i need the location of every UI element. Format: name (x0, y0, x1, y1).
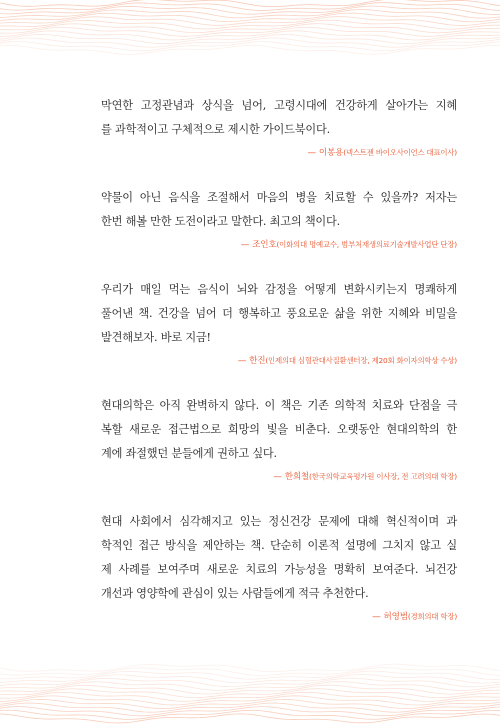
endorsements (101, 94, 457, 624)
endorsement (101, 94, 457, 160)
endorser-affiliation: (경희의대 학장) (407, 612, 457, 621)
text-line: 복할 새로운 접근법으로 희망의 빛을 비춘다. 오랫동안 현대의학의 한 (101, 423, 457, 436)
wave-line (0, 6, 500, 14)
endorser-affiliation: (넥스트젠 바이오사이언스 대표이사) (343, 148, 457, 157)
text-line: 를 과학적이고 구체적으로 제시한 가이드북이다. (101, 123, 330, 136)
endorser (101, 354, 457, 368)
endorsement-text (101, 510, 457, 606)
attribution-dash: — (273, 472, 282, 482)
text-line: 한번 해볼 만한 도전이라고 말한다. 최고의 책이다. (101, 215, 340, 228)
endorser (101, 470, 457, 484)
endorser-name: 조인호 (252, 240, 277, 250)
wave-line (0, 42, 500, 51)
decorative-wave-bottom (0, 662, 500, 724)
text-line: 발견해보자. 바로 지금! (101, 331, 211, 344)
endorser (101, 610, 457, 624)
endorser-affiliation: (한국의학교육평가원 이사장, 전 고려의대 학장) (309, 472, 457, 481)
endorsement-text (101, 278, 457, 350)
endorser (101, 146, 457, 160)
endorsement (101, 278, 457, 368)
attribution-dash: — (240, 240, 250, 250)
wave-line (0, 668, 500, 676)
endorsement (101, 394, 457, 484)
endorser-name: 이봉용 (318, 148, 344, 158)
text-line: 제 사례를 보여주며 새로운 치료의 가능성을 명확히 보여준다. 뇌건강 (101, 563, 457, 576)
text-line: 현대의학은 아직 완벽하지 않다. 이 책은 기존 의학적 치료와 단점을 극 (101, 399, 457, 412)
text-line: 학적인 접근 방식을 제안하는 책. 단순히 이론적 설명에 그치지 않고 실 (101, 539, 457, 552)
endorser-affiliation: (이화의대 명예교수, 범부처재생의료기술개발사업단 단장) (276, 240, 457, 249)
endorsement (101, 510, 457, 624)
text-line: 계에 좌절했던 분들에게 권하고 싶다. (101, 447, 277, 460)
attribution-dash: — (237, 356, 247, 366)
attribution-dash: — (372, 612, 381, 622)
text-line: 현대 사회에서 심각해지고 있는 정신건강 문제에 대해 혁신적이며 과 (101, 515, 457, 528)
text-line: 풀어낸 책. 건강을 넘어 더 행복하고 풍요로운 삶을 위한 지혜와 비밀을 (101, 307, 457, 320)
attribution-dash: — (307, 148, 316, 158)
endorser-name: 한희철 (284, 472, 310, 482)
text-line: 약물이 아닌 음식을 조절해서 마음의 병을 치료할 수 있을까? 저자는 (101, 191, 457, 204)
wave-line (0, 664, 500, 672)
endorser (101, 238, 457, 252)
endorsement-text (101, 394, 457, 466)
wave-line (0, 3, 500, 11)
endorser-name: 허영범 (383, 612, 408, 622)
text-line: 우리가 매일 먹는 음식이 뇌와 감정을 어떻게 변화시키는지 명쾌하게 (101, 283, 457, 296)
text-line: 막연한 고정관념과 상식을 넘어, 고령시대에 건강하게 살아가는 지혜 (101, 99, 457, 112)
endorsement (101, 186, 457, 252)
wave-line (0, 671, 500, 679)
endorsement-text (101, 186, 457, 234)
endorsement-text (101, 94, 457, 142)
endorser-name: 한진 (249, 356, 266, 366)
decorative-wave-top (0, 0, 500, 56)
text-line: 개선과 영양학에 관심이 있는 사람들에게 적극 추천한다. (101, 587, 369, 600)
wave-line (0, 0, 500, 7)
endorser-affiliation: (인제의대 심혈관대사질환센터장, 제20회 화이자의학상 수상) (265, 356, 457, 365)
